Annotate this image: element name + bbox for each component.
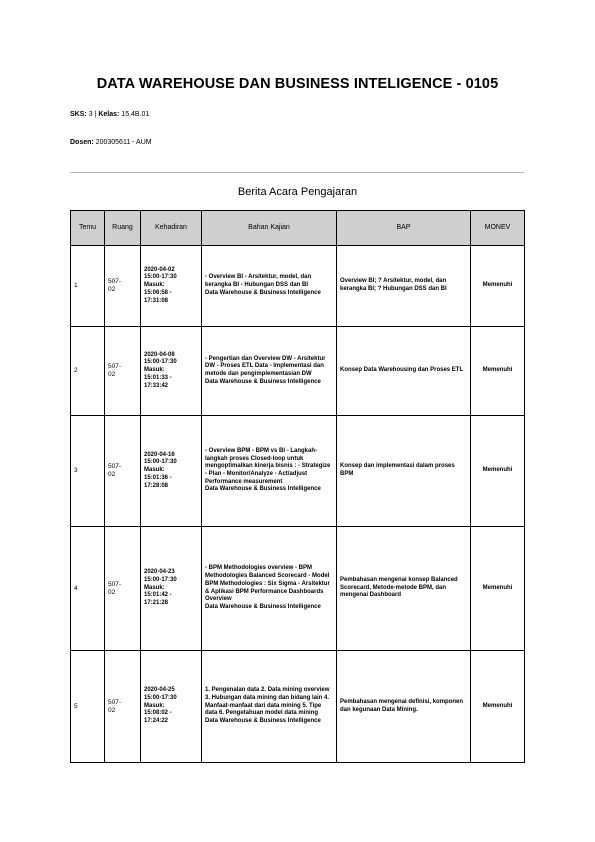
cell-temu: 3 — [71, 416, 105, 527]
cell-bahan-kajian: - Overview BI - Arsitektur, model, dan kerangka BI - Hubungan DSS dan BI Data Warehouse & Business Intelligence — [202, 246, 337, 327]
sks-label: SKS: — [70, 111, 87, 118]
cell-bap: Pembahasan mengenai definisi, komponen dan kegunaan Data Mining. — [337, 651, 471, 763]
section-title: Berita Acara Pengajaran — [237, 186, 358, 198]
cell-ruang: 507- 02 — [105, 327, 141, 416]
cell-ruang: 507- 02 — [105, 416, 141, 527]
lecturer-line — [70, 139, 152, 146]
cell-bap: Pembahasan mengenai konsep Balanced Scorecard, Metode-metode BPM, dan mengenai Dashboard — [337, 527, 471, 651]
cell-monev: Memenuhi — [471, 327, 525, 416]
table-row — [71, 416, 525, 527]
cell-kehadiran: 2020-04-08 15:00-17:30 Masuk: 15:01:33 - 17:33:42 — [141, 327, 202, 416]
table-header-row — [71, 211, 525, 246]
kelas-value: 15.4B.01 — [121, 111, 150, 118]
header-bahan-kajian: Bahan Kajian — [202, 211, 337, 246]
cell-ruang: 507- 02 — [105, 527, 141, 651]
cell-temu: 2 — [71, 327, 105, 416]
cell-bahan-kajian: - Pengertian dan Overview DW - Arsitektur DW - Proses ETL Data - Implementasi dan metode dan pengimplementasian DW Data Warehouse & Business Intelligence — [202, 327, 337, 416]
header-monev: MONEV — [471, 211, 525, 246]
cell-bap: Overview BI; ? Arsitektur, model, dan kerangka BI; ? Hubungan DSS dan BI — [337, 246, 471, 327]
table-row — [71, 651, 525, 763]
sks-value: 3 — [88, 111, 93, 118]
kelas-label: Kelas: — [98, 111, 120, 118]
cell-temu: 1 — [71, 246, 105, 327]
cell-monev: Memenuhi — [471, 416, 525, 527]
dosen-value: 200305611 - AUM — [95, 139, 152, 146]
cell-monev: Memenuhi — [471, 246, 525, 327]
table-row — [71, 246, 525, 327]
cell-kehadiran: 2020-04-16 15:00-17:30 Masuk: 15:01:36 - 17:28:08 — [141, 416, 202, 527]
divider — [70, 172, 524, 173]
dosen-label: Dosen: — [70, 139, 94, 146]
cell-bap: Konsep Data Warehousing dan Proses ETL — [337, 327, 471, 416]
meta-separator: | — [94, 111, 97, 118]
cell-kehadiran: 2020-04-25 15:00-17:30 Masuk: 15:08:02 - 17:24:22 — [141, 651, 202, 763]
header-bap: BAP — [337, 211, 471, 246]
header-kehadiran: Kehadiran — [141, 211, 202, 246]
cell-bahan-kajian: 1. Pengenalan data 2. Data mining overview 3. Hubungan data mining dan bidang lain 4. Manfaat-manfaat dari data mining 5. Tipe data 6. Pengetahuan model data mining Data Warehouse & Business Intelligence — [202, 651, 337, 763]
cell-temu: 4 — [71, 527, 105, 651]
cell-bap: Konsep dan implementasi dalam proses BPM — [337, 416, 471, 527]
cell-bahan-kajian: - Overview BPM - BPM vs BI - Langkah-langkah proses Closed-loop untuk mengoptimalkan kinerja bisnis : - Strategize - Plan - Monitor/Analyze - Act/adjust Performance measurement Data Warehouse & Business Intelligence — [202, 416, 337, 527]
cell-ruang: 507- 02 — [105, 246, 141, 327]
cell-ruang: 507- 02 — [105, 651, 141, 763]
cell-monev: Memenuhi — [471, 527, 525, 651]
cell-bahan-kajian: - BPM Methodologies overview - BPM Methodologies Balanced Scorecard - Model BPM Methodologies : Six Sigma - Arsitektur & Aplikasi BPM Performance Dashboards Overview Data Warehouse & Business Intelligence — [202, 527, 337, 651]
cell-temu: 5 — [71, 651, 105, 763]
table-row — [71, 527, 525, 651]
cell-monev: Memenuhi — [471, 651, 525, 763]
course-meta-line — [70, 111, 149, 118]
course-title: DATA WAREHOUSE DAN BUSINESS INTELIGENCE - 0105 — [96, 76, 499, 92]
cell-kehadiran: 2020-04-02 15:00-17:30 Masuk: 15:06:58 - 17:31:08 — [141, 246, 202, 327]
cell-kehadiran: 2020-04-23 15:00-17:30 Masuk: 15:01:42 - 17:21:28 — [141, 527, 202, 651]
header-ruang: Ruang — [105, 211, 141, 246]
header-temu: Temu — [71, 211, 105, 246]
table-row — [71, 327, 525, 416]
teaching-record-table — [70, 210, 525, 763]
